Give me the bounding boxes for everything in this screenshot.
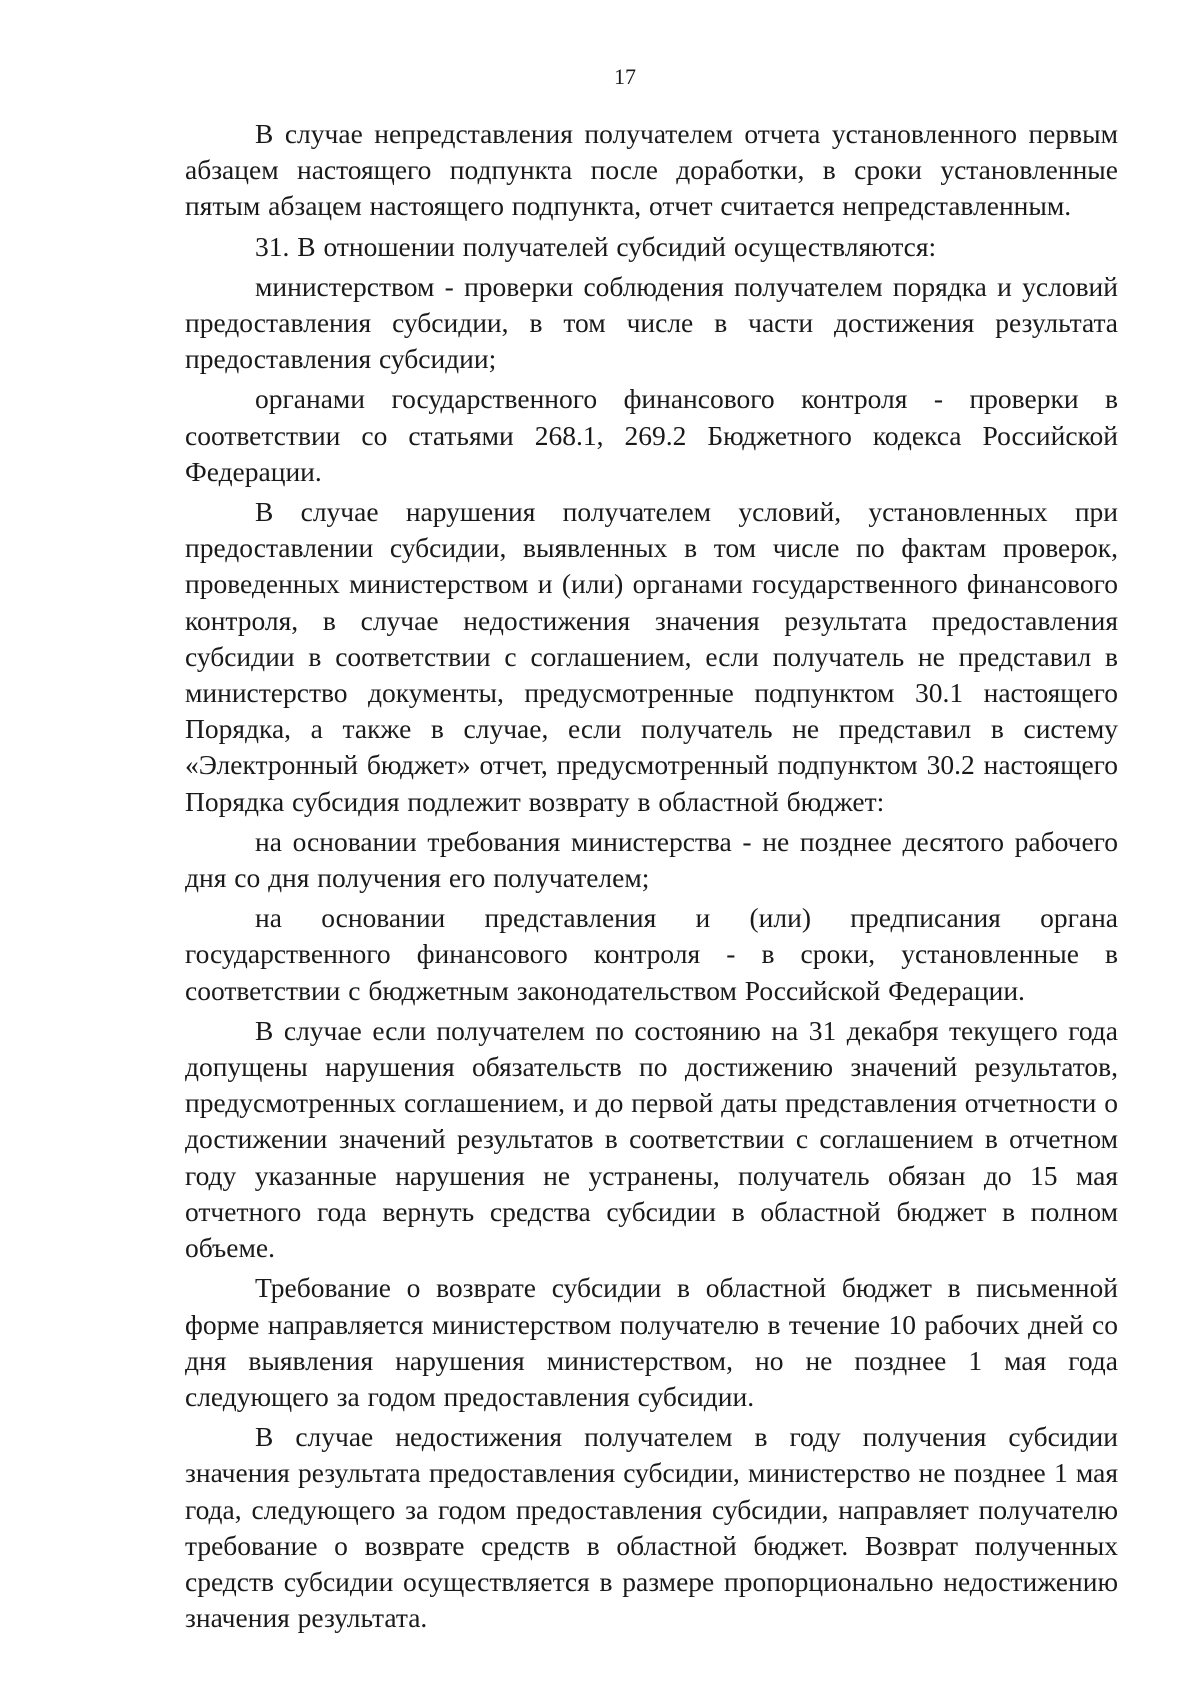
paragraph-written-requirement: Требование о возврате субсидии в областной бюджет в письменной форме направляется министерством получателю в течение 10 рабочих дней со дня выявления нарушения министерством, но не позднее 1 мая года следующего за годом предоставления субсидии.	[185, 1272, 1118, 1412]
paragraph-control-prescription: на основании представления и (или) предписания органа государственного финансового контроля - в сроки, установленные в соответствии с бюджетным законодательством Российской Федерации.	[185, 902, 1118, 1006]
paragraph-financial-control-checks: органами государственного финансового контроля - проверки в соответствии со статьями 268.1, 269.2 Бюджетного кодекса Российской Федерации.	[185, 383, 1118, 487]
paragraph-violation-return: В случае нарушения получателем условий, установленных при предоставлении субсидии, выявленных в том числе по фактам проверок, проведенных министерством и (или) органами государственного финансового контроля, в случае недостижения значения результата предоставления субсидии в соответствии с соглашением, если получатель не представил в министерство документы, предусмотренные подпунктом 30.1 настоящего Порядка, а также в случае, если получатель не представил в систему «Электронный бюджет» отчет, предусмотренный подпунктом 30.2 настоящего Порядка субсидия подлежит возврату в областной бюджет:	[185, 496, 1118, 817]
document-body	[185, 116, 1118, 1640]
paragraph-result-not-achieved: В случае недостижения получателем в году получения субсидии значения результата предоставления субсидии, министерство не позднее 1 мая года, следующего за годом предоставления субсидии, направляет получателю требование о возврате средств в областной бюджет. Возврат полученных средств субсидии осуществляется в размере пропорционально недостижению значения результата.	[185, 1421, 1118, 1634]
paragraph-ministry-checks: министерством - проверки соблюдения получателем порядка и условий предоставления субсидии, в том числе в части достижения результата предоставления субсидии;	[185, 270, 1118, 375]
paragraph-report-not-submitted: В случае непредставления получателем отчета установленного первым абзацем настоящего подпункта после доработки, в сроки установленные пятым абзацем настоящего подпункта, отчет считается непредставленным.	[185, 118, 1118, 222]
page-number: 17	[614, 64, 636, 89]
paragraph-item-31: 31. В отношении получателей субсидий осуществляются:	[255, 230, 937, 262]
paragraph-ministry-requirement: на основании требования министерства - не позднее десятого рабочего дня со дня получения его получателем;	[185, 825, 1118, 894]
paragraph-december-31: В случае если получателем по состоянию на 31 декабря текущего года допущены нарушения обязательств по достижению значений результатов, предусмотренных соглашением, и до первой даты представления отчетности о достижении значений результатов в соответствии с соглашением в отчетном году указанные нарушения не устранены, получатель обязан до 15 мая отчетного года вернуть средства субсидии в областной бюджет в полном объеме.	[185, 1014, 1118, 1264]
